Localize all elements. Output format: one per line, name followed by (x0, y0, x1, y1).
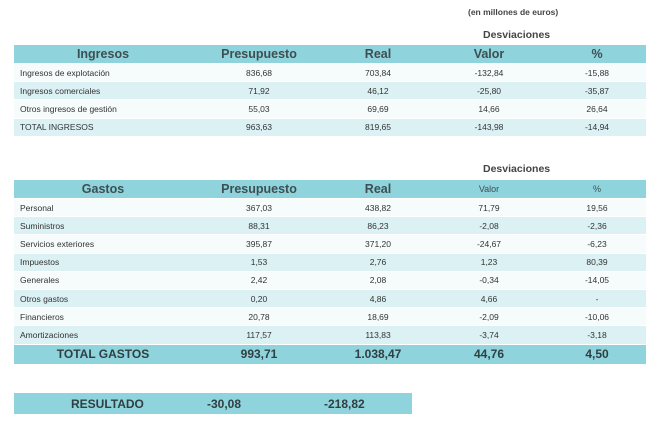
ingresos-table (14, 45, 646, 136)
cell-valor: 1,23 (430, 253, 548, 271)
cell-real: 86,23 (326, 217, 430, 235)
col-header-presupuesto: Presupuesto (192, 45, 326, 64)
row-label: Ingresos de explotación (14, 64, 192, 82)
cell-valor: -0,34 (430, 271, 548, 289)
col-header-valor: Valor (430, 45, 548, 64)
table-row (14, 235, 646, 253)
cell-real: 1.038,47 (326, 344, 430, 364)
table-row (14, 308, 646, 326)
gastos-header-row (14, 180, 646, 199)
cell-percent: -14,94 (548, 118, 646, 136)
table-row (14, 64, 646, 82)
table-row (14, 271, 646, 289)
cell-valor: -132,84 (430, 64, 548, 82)
cell-percent: -14,05 (548, 271, 646, 289)
cell-valor: -3,74 (430, 326, 548, 344)
resultado-real: -218,82 (324, 397, 365, 411)
cell-real: 4,86 (326, 289, 430, 307)
row-label: Impuestos (14, 253, 192, 271)
col-header-presupuesto: Presupuesto (192, 180, 326, 199)
cell-percent: 26,64 (548, 100, 646, 118)
cell-real: 18,69 (326, 308, 430, 326)
cell-valor: -2,09 (430, 308, 548, 326)
ingresos-header-row (14, 45, 646, 64)
table-row (14, 217, 646, 235)
cell-valor: -2,08 (430, 217, 548, 235)
cell-real: 46,12 (326, 82, 430, 100)
cell-valor: -24,67 (430, 235, 548, 253)
total-ingresos-row (14, 118, 646, 136)
cell-percent: 4,50 (548, 344, 646, 364)
table-row (14, 253, 646, 271)
row-label: Financieros (14, 308, 192, 326)
row-label: TOTAL INGRESOS (14, 118, 192, 136)
cell-real: 438,82 (326, 199, 430, 217)
cell-percent: -15,88 (548, 64, 646, 82)
cell-valor: 44,76 (430, 344, 548, 364)
cell-presupuesto: 71,92 (192, 82, 326, 100)
deviations-header-gastos: Desviaciones (483, 163, 551, 175)
col-header-valor: Valor (430, 180, 548, 199)
cell-presupuesto: 993,71 (192, 344, 326, 364)
table-row (14, 82, 646, 100)
cell-presupuesto: 2,42 (192, 271, 326, 289)
table-row (14, 326, 646, 344)
cell-percent: -6,23 (548, 235, 646, 253)
row-label: Servicios exteriores (14, 235, 192, 253)
cell-presupuesto: 0,20 (192, 289, 326, 307)
cell-percent: 80,39 (548, 253, 646, 271)
row-label: Otros ingresos de gestión (14, 100, 192, 118)
cell-presupuesto: 88,31 (192, 217, 326, 235)
cell-presupuesto: 836,68 (192, 64, 326, 82)
col-header-real: Real (326, 180, 430, 199)
row-label: Otros gastos (14, 289, 192, 307)
cell-real: 371,20 (326, 235, 430, 253)
gastos-table (14, 180, 646, 364)
cell-presupuesto: 55,03 (192, 100, 326, 118)
cell-real: 819,65 (326, 118, 430, 136)
table-row (14, 289, 646, 307)
row-label: Suministros (14, 217, 192, 235)
cell-real: 703,84 (326, 64, 430, 82)
col-header-gastos: Gastos (14, 180, 192, 199)
cell-percent: - (548, 289, 646, 307)
cell-real: 2,08 (326, 271, 430, 289)
units-note: (en millones de euros) (468, 7, 559, 17)
row-label: Generales (14, 271, 192, 289)
cell-valor: -143,98 (430, 118, 548, 136)
cell-valor: 14,66 (430, 100, 548, 118)
cell-percent: -3,18 (548, 326, 646, 344)
cell-valor: 4,66 (430, 289, 548, 307)
cell-presupuesto: 367,03 (192, 199, 326, 217)
total-gastos-row (14, 344, 646, 364)
row-label: Ingresos comerciales (14, 82, 192, 100)
col-header-real: Real (326, 45, 430, 64)
cell-percent: -10,06 (548, 308, 646, 326)
cell-valor: -25,80 (430, 82, 548, 100)
resultado-label: RESULTADO (71, 397, 144, 411)
table-row (14, 100, 646, 118)
cell-presupuesto: 395,87 (192, 235, 326, 253)
col-header-percent: % (548, 180, 646, 199)
deviations-header-ingresos: Desviaciones (483, 29, 551, 41)
cell-presupuesto: 1,53 (192, 253, 326, 271)
cell-percent: 19,56 (548, 199, 646, 217)
col-header-percent: % (548, 45, 646, 64)
cell-percent: -2,36 (548, 217, 646, 235)
col-header-ingresos: Ingresos (14, 45, 192, 64)
row-label: TOTAL GASTOS (14, 344, 192, 364)
row-label: Amortizaciones (14, 326, 192, 344)
cell-real: 113,83 (326, 326, 430, 344)
cell-valor: 71,79 (430, 199, 548, 217)
cell-presupuesto: 117,57 (192, 326, 326, 344)
row-label: Personal (14, 199, 192, 217)
cell-real: 2,76 (326, 253, 430, 271)
cell-percent: -35,87 (548, 82, 646, 100)
cell-presupuesto: 963,63 (192, 118, 326, 136)
resultado-presupuesto: -30,08 (207, 397, 242, 411)
resultado-bar (14, 393, 412, 414)
table-row (14, 199, 646, 217)
cell-presupuesto: 20,78 (192, 308, 326, 326)
cell-real: 69,69 (326, 100, 430, 118)
